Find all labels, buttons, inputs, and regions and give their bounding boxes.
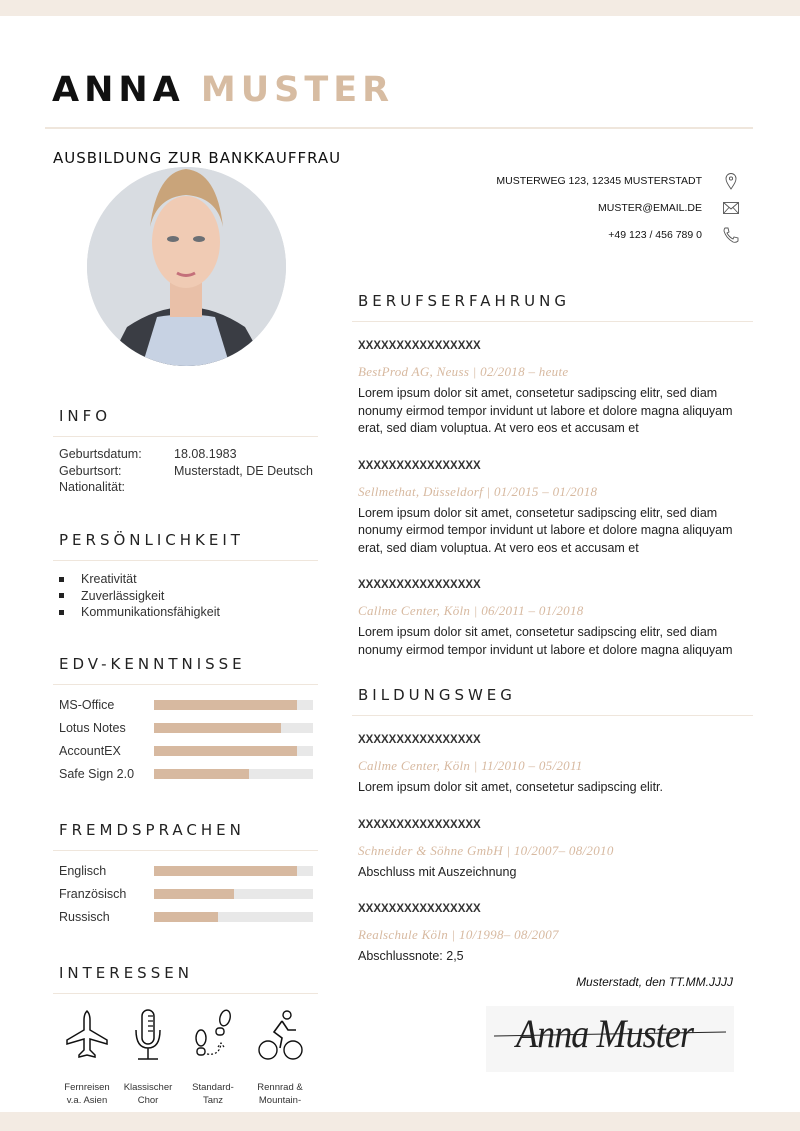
airplane-icon xyxy=(63,1008,111,1062)
skill-level-fill xyxy=(154,912,218,922)
entry-company-date: Callme Center, Köln | 06/2011 – 01/2018 xyxy=(358,603,584,618)
skill-level-bar xyxy=(154,889,313,899)
entry-title: XXXXXXXXXXXXXXXX xyxy=(358,459,481,472)
languages-divider xyxy=(53,850,318,851)
entry-company-date: Schneider & Söhne GmbH | 10/2007– 08/2010 xyxy=(358,842,614,858)
first-name: ANNA xyxy=(52,70,185,110)
interests-divider xyxy=(53,993,318,994)
info-divider xyxy=(53,436,318,437)
skill-label: Lotus Notes xyxy=(59,721,126,735)
interest-travel xyxy=(55,1008,119,1107)
list-item xyxy=(59,604,220,621)
skill-level-bar xyxy=(154,866,313,876)
info-value: 18.08.1983 xyxy=(174,447,237,461)
signature-text: Anna Muster xyxy=(516,1011,694,1056)
info-table xyxy=(59,446,313,496)
skill-row xyxy=(59,741,319,761)
contact-address: MUSTERWEG 123, 12345 MUSTERSTADT xyxy=(496,175,702,187)
header-divider xyxy=(45,127,753,129)
experience-list xyxy=(358,334,753,675)
education-divider xyxy=(352,715,753,716)
entry-company-date: Sellmethat, Düsseldorf | 01/2015 – 01/2018 xyxy=(358,483,598,499)
entry-description: Abschluss mit Auszeichnung xyxy=(358,864,517,879)
skill-level-bar xyxy=(154,723,313,733)
entry-company-date: BestProd AG, Neuss | 02/2018 – heute xyxy=(358,364,569,379)
bullet-icon xyxy=(59,577,64,582)
map-pin-icon xyxy=(722,172,740,190)
bullet-icon xyxy=(59,610,64,615)
entry-company-date: Realschule Köln | 10/1998– 08/2007 xyxy=(358,927,559,942)
skill-level-fill xyxy=(154,700,297,710)
list-item xyxy=(59,588,220,605)
entry-description: Lorem ipsum dolor sit amet, consetetur sadipscing elitr, sed diam nonumy eirmod tempor invidunt ut labore et dolore magna aliquyam erat, sed diam voluptua. At vero eos et accusam et xyxy=(358,386,733,435)
personality-divider xyxy=(53,560,318,561)
interest-label: Rennrad & Mountain- xyxy=(257,1082,303,1106)
skill-row xyxy=(59,764,319,784)
entry xyxy=(358,728,753,797)
list-item xyxy=(59,571,220,588)
entry-title: XXXXXXXXXXXXXXXX xyxy=(358,818,481,831)
info-row xyxy=(59,479,313,496)
signature-image xyxy=(486,1006,734,1072)
education-list xyxy=(358,728,753,982)
skill-level-bar xyxy=(154,912,313,922)
list-item-label: Kreativität xyxy=(81,572,137,586)
bullet-icon xyxy=(59,593,64,598)
entry-title: XXXXXXXXXXXXXXXX xyxy=(358,734,481,746)
skill-row xyxy=(59,695,319,715)
bottom-band xyxy=(0,1112,800,1131)
skill-level-bar xyxy=(154,746,313,756)
info-heading: INFO xyxy=(59,407,112,425)
interest-label: Klassischer Chor xyxy=(123,1082,173,1106)
info-key: Nationalität: xyxy=(59,480,126,494)
education-heading: BILDUNGSWEG xyxy=(358,686,516,704)
entry xyxy=(358,813,753,882)
skill-row xyxy=(59,884,319,904)
skill-level-fill xyxy=(154,723,281,733)
place-date: Musterstadt, den TT.MM.JJJJ xyxy=(576,975,733,989)
interest-choir xyxy=(116,1008,180,1107)
entry xyxy=(358,573,753,659)
entry-description: Lorem ipsum dolor sit amet, consetetur sadipscing elitr, sed diam nonumy eirmod tempor invidunt ut labore et dolore magna aliquyam erat, sed diam voluptua. At vero eos et accusam et xyxy=(358,505,733,555)
entry xyxy=(358,334,753,438)
info-row xyxy=(59,446,313,463)
skill-level-fill xyxy=(154,889,234,899)
experience-divider xyxy=(352,321,753,322)
interests-heading: INTERESSEN xyxy=(59,964,193,982)
list-item-label: Kommunikationsfähigkeit xyxy=(81,605,220,619)
skill-level-bar xyxy=(154,769,313,779)
list-item-label: Zuverlässigkeit xyxy=(81,588,165,603)
skill-level-fill xyxy=(154,769,249,779)
entry-company-date: Callme Center, Köln | 11/2010 – 05/2011 xyxy=(358,758,583,773)
entry-description: Abschlussnote: 2,5 xyxy=(358,949,464,963)
languages-heading: FREMDSPRACHEN xyxy=(59,821,245,839)
it-skills-heading: EDV-KENNTNISSE xyxy=(59,655,246,673)
footsteps-icon xyxy=(189,1008,237,1062)
entry-description: Lorem ipsum dolor sit amet, consetetur sadipscing elitr. xyxy=(358,780,663,794)
entry xyxy=(358,454,753,558)
last-name: MUSTER xyxy=(200,70,395,110)
skill-label: Französisch xyxy=(59,887,127,901)
interest-cycling xyxy=(248,1008,312,1107)
entry-description: Lorem ipsum dolor sit amet, consetetur sadipscing elitr, sed diam nonumy eirmod tempor invidunt ut labore et dolore magna aliquyam xyxy=(358,625,733,657)
microphone-icon xyxy=(124,1008,172,1062)
top-band xyxy=(0,0,800,16)
profile-photo xyxy=(87,167,286,366)
job-title: AUSBILDUNG ZUR BANKKAUFFRAU xyxy=(53,149,342,167)
contact-email[interactable]: MUSTER@EMAIL.DE xyxy=(597,202,702,214)
skill-label: MS-Office xyxy=(59,698,115,712)
skill-level-fill xyxy=(154,866,297,876)
applicant-name xyxy=(52,70,394,110)
interest-dance xyxy=(181,1008,245,1107)
envelope-icon xyxy=(722,199,740,217)
it-skills-divider xyxy=(53,684,318,685)
entry-title: XXXXXXXXXXXXXXXX xyxy=(358,340,481,352)
skill-row xyxy=(59,907,319,927)
interest-label: Fernreisen v.a. Asien xyxy=(64,1082,110,1106)
personality-heading: PERSÖNLICHKEIT xyxy=(59,531,244,549)
skill-level-fill xyxy=(154,746,297,756)
info-key: Geburtsort: xyxy=(59,463,122,478)
info-row xyxy=(59,463,313,480)
phone-icon xyxy=(722,226,740,244)
personality-list xyxy=(59,571,220,621)
cyclist-icon xyxy=(256,1008,304,1062)
entry-title: XXXXXXXXXXXXXXXX xyxy=(358,903,481,915)
skill-row xyxy=(59,718,319,738)
entry xyxy=(358,897,753,966)
skill-label: Englisch xyxy=(59,864,107,878)
skill-label: AccountEX xyxy=(59,744,121,758)
skill-row xyxy=(59,861,319,881)
entry-title: XXXXXXXXXXXXXXXX xyxy=(358,579,481,591)
skill-level-bar xyxy=(154,700,313,710)
skill-label: Safe Sign 2.0 xyxy=(59,767,135,781)
interest-label: Standard- Tanz xyxy=(192,1082,234,1106)
contact-phone[interactable]: +49 123 / 456 789 0 xyxy=(608,229,702,241)
skill-label: Russisch xyxy=(59,910,110,924)
experience-heading: BERUFSERFAHRUNG xyxy=(358,292,570,310)
info-key: Geburtsdatum: xyxy=(59,447,142,461)
info-value: Musterstadt, DE Deutsch xyxy=(174,463,313,478)
